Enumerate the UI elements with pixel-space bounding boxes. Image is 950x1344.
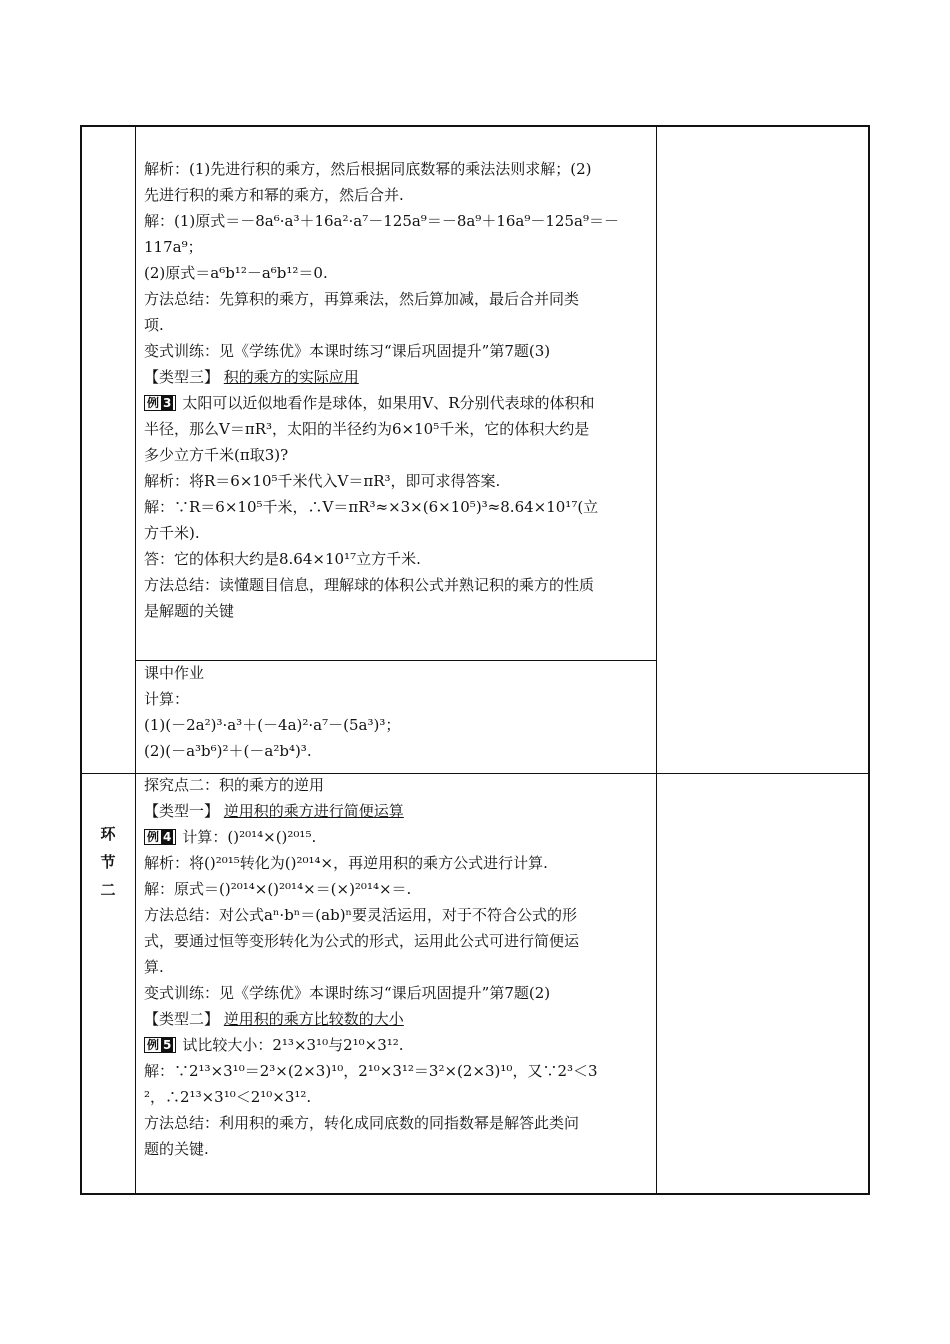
type-heading	[144, 798, 652, 824]
type-label: 【类型二】	[144, 1010, 220, 1028]
text-line: 方法总结：利用积的乘方，转化成同底数的同指数幂是解答此类问	[144, 1114, 580, 1132]
example-badge: 例 3	[144, 395, 176, 411]
text-line: 题的关键.	[144, 1140, 209, 1158]
text-line: 117a⁹；	[144, 238, 203, 256]
text-line: ²，∴2¹³×3¹⁰＜2¹⁰×3¹².	[144, 1088, 312, 1106]
text-line: 变式训练：见《学练优》本课时练习“课后巩固提升”第7题(3)	[144, 342, 551, 360]
text-line: 解析：(1)先进行积的乘方，然后根据同底数幂的乘法法则求解；(2)	[144, 160, 592, 178]
section-heading: 探究点二：积的乘方的逆用	[144, 776, 325, 794]
text-line: 变式训练：见《学练优》本课时练习“课后巩固提升”第7题(2)	[144, 984, 551, 1002]
type-label: 【类型一】	[144, 802, 220, 820]
text-line: 方法总结：读懂题目信息，理解球的体积公式并熟记积的乘方的性质	[144, 576, 595, 594]
text-line: 项.	[144, 316, 164, 334]
text-line: 计算：	[144, 690, 190, 708]
example-line: 例 5 试比较大小：2¹³×3¹⁰与2¹⁰×3¹².	[144, 1032, 652, 1058]
text-line: 解：原式＝()²⁰¹⁴×()²⁰¹⁴×＝(×)²⁰¹⁴×＝.	[144, 880, 412, 898]
text-line: 方千米).	[144, 524, 200, 542]
text-line: 解析：将()²⁰¹⁵转化为()²⁰¹⁴×，再逆用积的乘方公式进行计算.	[144, 854, 548, 872]
example-line: 例 4 计算：()²⁰¹⁴×()²⁰¹⁵.	[144, 824, 652, 850]
example-block-2	[144, 772, 652, 1162]
type-label: 【类型三】	[144, 368, 220, 386]
type-title: 积的乘方的实际应用	[223, 368, 359, 386]
text-line: (2)原式＝a⁶b¹²－a⁶b¹²＝0.	[144, 264, 328, 282]
example-badge: 例 4	[144, 829, 176, 845]
example-block-1	[144, 156, 652, 624]
text-line: 答：它的体积大约是8.64×10¹⁷立方千米.	[144, 550, 421, 568]
text-line: 多少立方千米(π取3)?	[144, 446, 289, 464]
text-line: 是解题的关键	[144, 602, 235, 620]
text-line: 算.	[144, 958, 164, 976]
text-line: (2)(－a³b⁶)²＋(－a²b⁴)³.	[144, 742, 312, 760]
type-heading	[144, 364, 652, 390]
homework-block	[144, 660, 652, 764]
text-line: 解析：将R＝6×10⁵千米代入V＝πR³，即可求得答案.	[144, 472, 501, 490]
type-title: 逆用积的乘方进行简便运算	[223, 802, 404, 820]
text-line: 式，要通过恒等变形转化为公式的形式，运用此公式可进行简便运	[144, 932, 580, 950]
section-label: 环 节 二	[100, 825, 116, 899]
text-line: 方法总结：先算积的乘方，再算乘法，然后算加减，最后合并同类	[144, 290, 580, 308]
text-line: 解：∵R＝6×10⁵千米，∴V＝πR³≈×3×(6×10⁵)³≈8.64×10¹⁷(立	[144, 498, 599, 516]
example-line: 例 3 太阳可以近似地看作是球体，如果用V、R分别代表球的体积和	[144, 390, 652, 416]
text-line: 先进行积的乘方和幂的乘方，然后合并.	[144, 186, 404, 204]
example-badge: 例 5	[144, 1037, 176, 1053]
homework-title: 课中作业	[144, 664, 205, 682]
text-line: 解：(1)原式＝－8a⁶·a³＋16a²·a⁷－125a⁹＝－8a⁹＋16a⁹－125a⁹＝－	[144, 212, 619, 230]
text-line: 半径，那么V＝πR³，太阳的半径约为6×10⁵千米，它的体积大约是	[144, 420, 590, 438]
type-heading	[144, 1006, 652, 1032]
type-title: 逆用积的乘方比较数的大小	[223, 1010, 404, 1028]
text-line: (1)(－2a²)³·a³＋(－4a)²·a⁷－(5a³)³；	[144, 716, 401, 734]
text-line: 解：∵2¹³×3¹⁰＝2³×(2×3)¹⁰，2¹⁰×3¹²＝3²×(2×3)¹⁰，又∵2³＜3	[144, 1062, 598, 1080]
column-divider-2	[656, 125, 657, 1195]
text-line: 方法总结：对公式aⁿ·bⁿ＝(ab)ⁿ要灵活运用，对于不符合公式的形	[144, 906, 578, 924]
